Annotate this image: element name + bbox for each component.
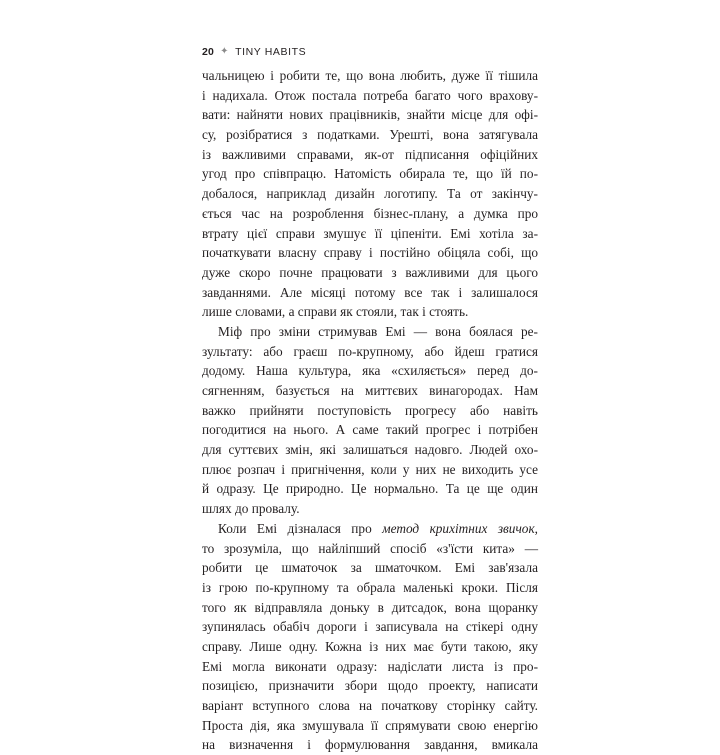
paragraph-3: [202, 519, 538, 755]
text-line: [202, 519, 538, 539]
text-segment: ,: [534, 520, 538, 536]
text-line: зупинялась обабіч дороги і записувала на стікері одну: [202, 619, 538, 635]
ornament-icon: ✦: [220, 46, 230, 57]
text-line: лише словами, а справи як стояли, так і стоять.: [202, 304, 469, 320]
text-line: су, розібратися з податками. Урешті, вона затягувала: [202, 127, 538, 143]
text-line: робити це шматочок за шматочком. Емі зав'язала: [202, 560, 538, 576]
text-line: на визначення і формулювання завдання, вмикала: [202, 737, 538, 753]
text-line: із грою по-крупному та обрала маленькі кроки. Після: [202, 579, 538, 595]
text-line: погодитися на нього. А саме такий прогрес і потрібен: [202, 422, 538, 438]
text-line: варіант вступного слова на початкову сторінку сайту.: [202, 698, 538, 713]
text-line: того як відправляла доньку в дитсадок, вона щоранку: [202, 599, 538, 615]
text-line: угод про співпрацю. Натомість обирала те, що їй по-: [202, 166, 538, 182]
text-line: важко прийняти поступовість прогресу або навіть: [202, 402, 538, 418]
text-line: то зрозуміла, що найліпший спосіб «з'їсти кита» —: [202, 540, 538, 556]
text-line: дуже скоро почне працювати з важливими для цього: [202, 264, 538, 280]
text-line: чальницею і робити те, що вона любить, дуже її тішила: [202, 68, 538, 83]
paragraph-1: [202, 66, 538, 322]
text-line: ється час на розроблення бізнес-плану, а думка про: [202, 205, 538, 221]
text-line: сягненням, базується на миттєвих винагородах. Нам: [202, 383, 538, 398]
text-line: додому. Наша культура, яка «схиляється» перед до-: [202, 363, 538, 379]
text-line: завданнями. Але місяці потому все так і залишалося: [202, 284, 538, 300]
text-line: позицією, призначити збори щодо проекту, написати: [202, 678, 538, 694]
text-line: справу. Лише одну. Кожна із них має бути такою, яку: [202, 638, 538, 654]
paragraph-2: [202, 322, 538, 519]
text-line: добалося, наприклад дизайн логотипу. Та от закінчу-: [202, 186, 538, 202]
running-head: [202, 45, 306, 59]
text-line: із важливими справами, як-от підписання офіційних: [202, 146, 538, 162]
text-line: плює розпач і пригнічення, коли у них не виходить усе: [202, 461, 538, 477]
text-line: Проста дія, яка змушувала її спрямувати свою енергію: [202, 717, 538, 733]
book-title: TINY HABITS: [235, 46, 307, 58]
page-number: 20: [202, 46, 215, 58]
method-name-italic: метод крихітних звичок: [382, 520, 535, 536]
text-line: шлях до провалу.: [202, 501, 300, 517]
text-line: і надихала. Отож постала потреба багато чого врахову-: [202, 87, 538, 103]
text-line: зультату: або граєш по-крупному, або йдеш гратися: [202, 343, 538, 359]
text-line: й одразу. Це природно. Це нормально. Та це ще один: [202, 481, 538, 497]
text-line: для суттєвих змін, які залишаться надовго. Людей охо-: [202, 442, 538, 458]
text-line: початкувати власну справу і постійно обіцяла собі, що: [202, 245, 538, 261]
text-line: Міф про зміни стримував Емі — вона боялася ре-: [218, 323, 538, 339]
text-line: вати: найняти нових працівників, знайти місце для офі-: [202, 107, 538, 123]
text-line: втрату цієї справи змушує її ціпеніти. Емі хотіла за-: [202, 225, 538, 241]
text-segment: Коли Емі дізналася про: [218, 520, 383, 536]
body-text: [202, 66, 538, 755]
text-line: Емі могла виконати одразу: надіслати листа із про-: [202, 658, 538, 674]
